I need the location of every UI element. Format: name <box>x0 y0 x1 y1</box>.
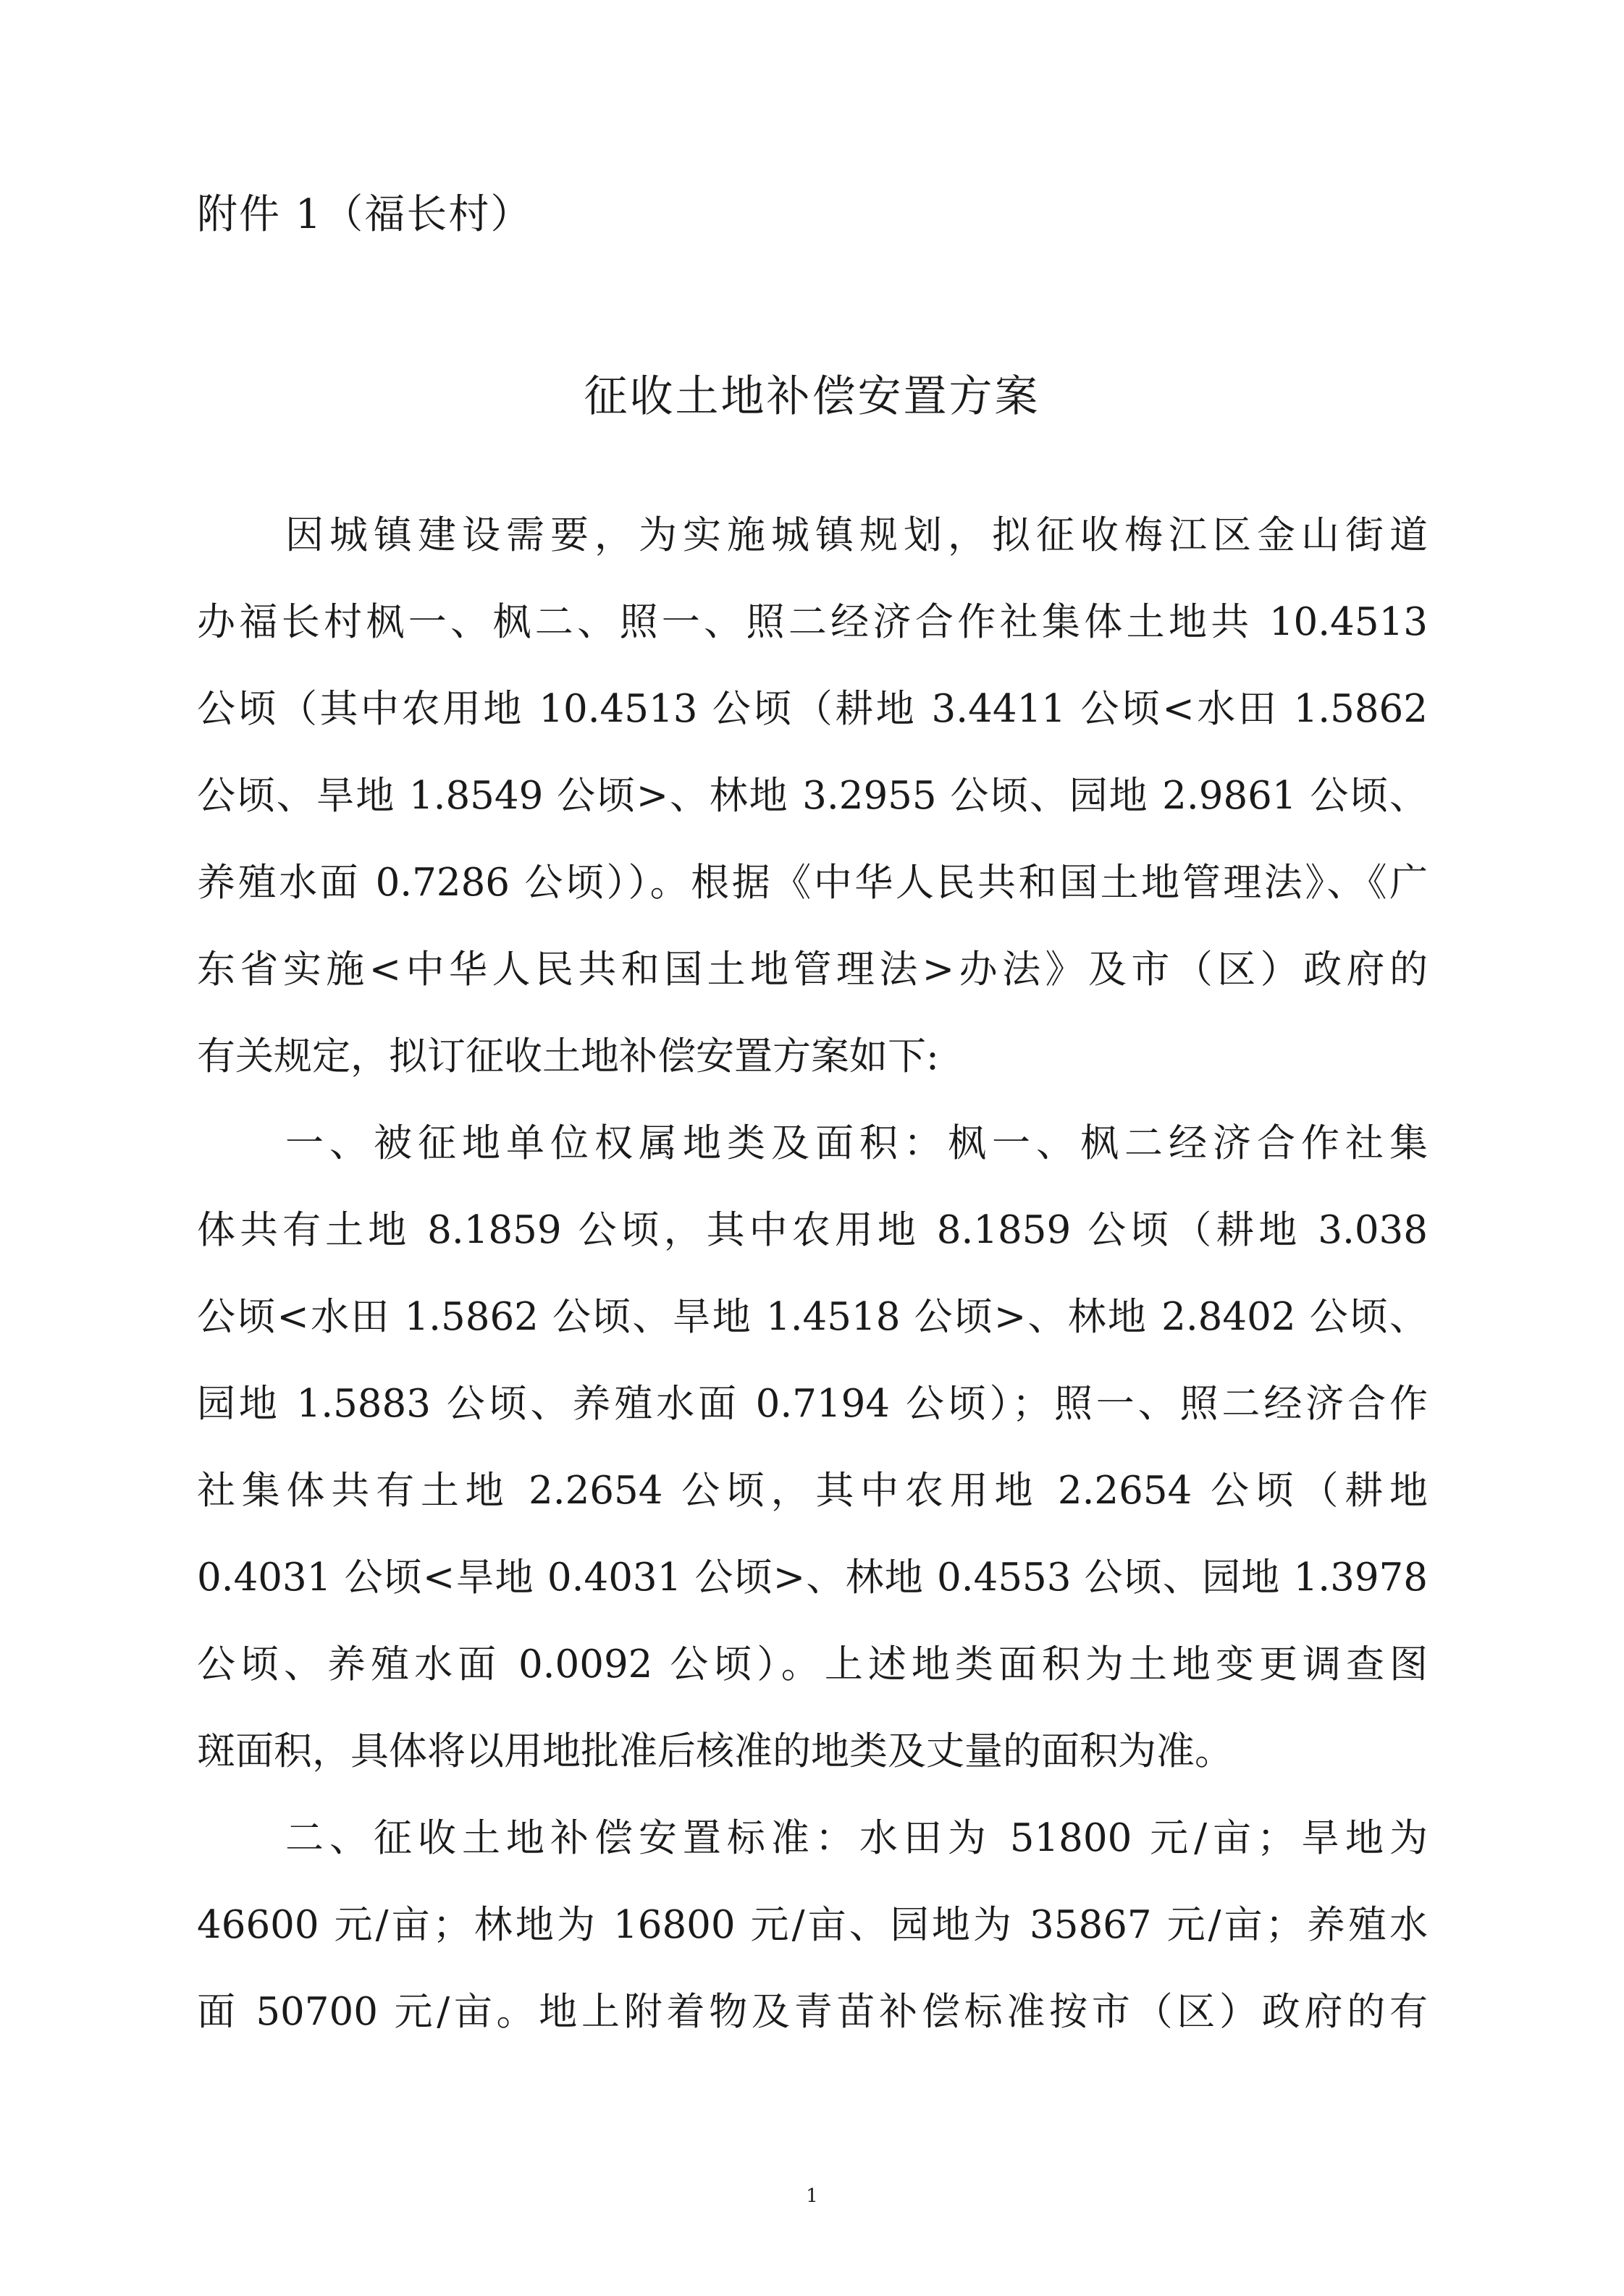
body-line: 斑面积，具体将以用地批准后核准的地类及丈量的面积为准。 <box>197 1729 1233 1773</box>
body-line: 办福长村枫一、枫二、照一、照二经济合作社集体土地共 10.4513 <box>197 600 1428 644</box>
document-title: 征收土地补偿安置方案 <box>584 371 1040 422</box>
body-line: 有关规定，拟订征收土地补偿安置方案如下: <box>197 1034 939 1079</box>
body-line: 体共有土地 8.1859 公顷，其中农用地 8.1859 公顷（耕地 3.038 <box>197 1208 1428 1252</box>
body-line: 0.4031 公顷<旱地 0.4031 公顷>、林地 0.4553 公顷、园地 1.3978 <box>197 1556 1428 1600</box>
attachment-label: 附件 1（福长村） <box>197 191 533 238</box>
body-line: 因城镇建设需要，为实施城镇规划，拟征收梅江区金山街道 <box>197 513 1428 557</box>
page-number: 1 <box>806 2185 818 2207</box>
body-line: 二、征收土地补偿安置标准：水田为 51800 元/亩；旱地为 <box>197 1816 1428 1860</box>
body-line: 46600 元/亩；林地为 16800 元/亩、园地为 35867 元/亩；养殖水 <box>197 1903 1428 1947</box>
body-line: 东省实施<中华人民共和国土地管理法>办法》及市（区）政府的 <box>197 947 1428 992</box>
body-line: 公顷、养殖水面 0.0092 公顷）。上述地类面积为土地变更调查图 <box>197 1642 1428 1687</box>
body-line: 社集体共有土地 2.2654 公顷，其中农用地 2.2654 公顷（耕地 <box>197 1469 1428 1513</box>
body-line: 养殖水面 0.7286 公顷））。根据《中华人民共和国土地管理法》、《广 <box>197 861 1428 905</box>
body-line: 公顷<水田 1.5862 公顷、旱地 1.4518 公顷>、林地 2.8402 公顷、 <box>197 1295 1428 1339</box>
body-line: 一、被征地单位权属地类及面积：枫一、枫二经济合作社集 <box>197 1121 1428 1165</box>
body-line: 面 50700 元/亩。地上附着物及青苗补偿标准按市（区）政府的有 <box>197 1990 1428 2034</box>
body-line: 公顷、旱地 1.8549 公顷>、林地 3.2955 公顷、园地 2.9861 公顷、 <box>197 774 1428 818</box>
body-line: 公顷（其中农用地 10.4513 公顷（耕地 3.4411 公顷<水田 1.5862 <box>197 687 1428 731</box>
body-line: 园地 1.5883 公顷、养殖水面 0.7194 公顷）；照一、照二经济合作 <box>197 1382 1428 1426</box>
document-body <box>197 492 1428 2056</box>
